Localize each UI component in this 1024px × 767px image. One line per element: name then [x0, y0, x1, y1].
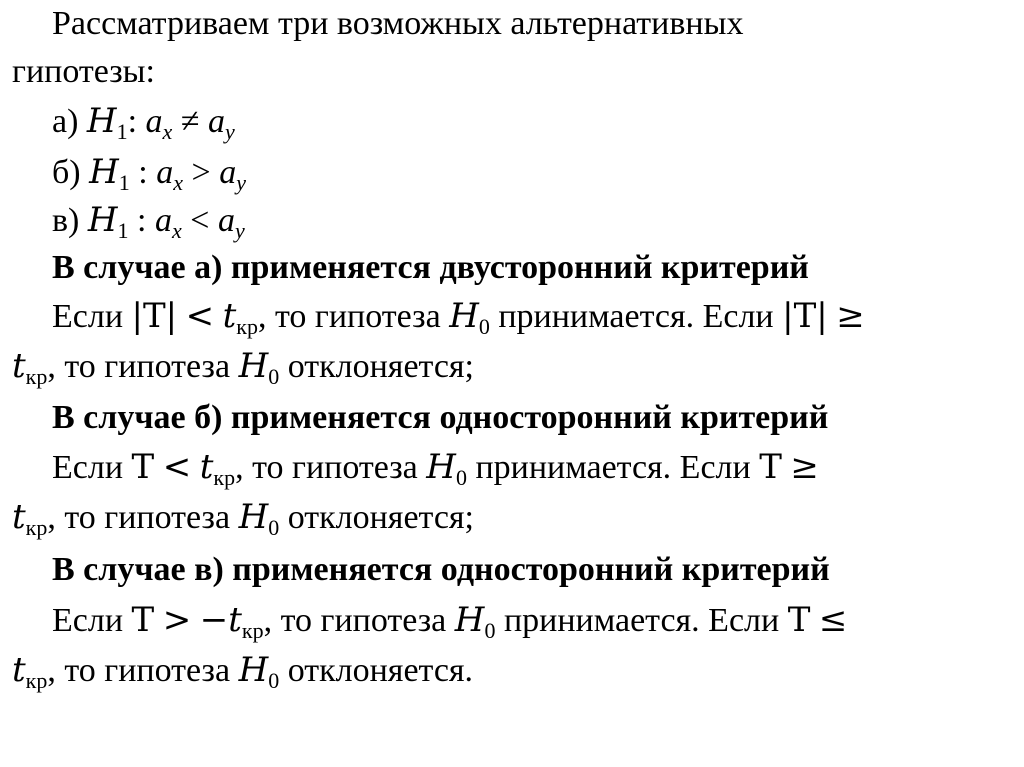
rule-operator-2: ≥ [836, 296, 865, 336]
rule-null-hypothesis: H [238, 650, 269, 690]
rule-operator: > [162, 600, 192, 640]
rule-critical-value: t [199, 447, 214, 487]
hypothesis-operator: ˂ [190, 202, 210, 239]
rule-null-subscript: 0 [455, 465, 467, 490]
rule-critical-value: t [228, 600, 242, 640]
rule-critical-value: t [12, 497, 26, 537]
rule-statistic: T [131, 447, 155, 487]
case-a-rule-line-2 [12, 346, 474, 389]
rule-statistic-2: |T| [782, 296, 828, 336]
rule-critical-subscript: кр [213, 465, 236, 490]
hypothesis-colon: : [128, 202, 147, 239]
hypothesis-b [52, 152, 246, 195]
rule-if: Если [52, 602, 124, 639]
hypothesis-symbol: H [87, 200, 118, 240]
hypothesis-lhs-subscript: x [173, 170, 183, 195]
rule-then: , то гипотеза [47, 348, 231, 385]
rule-then: , то гипотеза [258, 298, 441, 335]
hypothesis-marker: б) [52, 154, 81, 191]
rule-critical-value: t [12, 650, 26, 690]
hypothesis-c [52, 200, 245, 243]
rule-accepted: принимается. Если [503, 602, 780, 639]
rule-operator-2: ≥ [790, 447, 819, 487]
hypothesis-marker: а) [52, 103, 79, 140]
rule-then: , то гипотеза [235, 449, 418, 486]
rule-critical-subscript: кр [25, 515, 48, 540]
hypothesis-lhs-subscript: x [162, 119, 173, 144]
rule-if: Если [52, 449, 124, 486]
rule-null-hypothesis: H [238, 497, 269, 537]
case-a-rule-line-1 [52, 296, 865, 339]
rule-rejected: отклоняется. [287, 652, 474, 689]
hypothesis-lhs-subscript: x [172, 218, 182, 243]
rule-rejected: отклоняется; [287, 348, 474, 385]
hypothesis-marker: в) [52, 202, 80, 239]
case-b-rule-line-1 [52, 447, 819, 490]
intro-line-1 [52, 4, 743, 44]
rule-accepted: принимается. Если [498, 298, 774, 335]
rule-then: , то гипотеза [263, 602, 447, 639]
hypothesis-operator: ≠ [180, 103, 200, 140]
hypothesis-operator: ˃ [191, 154, 211, 191]
rule-operator: < [162, 447, 192, 487]
rule-critical-subscript: кр [25, 668, 48, 693]
rule-null-subscript: 0 [268, 515, 280, 540]
rule-null-hypothesis: H [426, 447, 456, 487]
hypothesis-subscript: 1 [118, 170, 130, 195]
rule-critical-subscript: кр [236, 314, 258, 339]
hypothesis-rhs: a [217, 202, 235, 239]
rule-critical-value: t [222, 296, 237, 336]
hypothesis-colon: : [127, 103, 138, 140]
hypothesis-a [52, 101, 235, 144]
hypothesis-lhs: a [145, 103, 163, 140]
hypothesis-rhs-subscript: y [234, 218, 245, 243]
case-c-heading [52, 550, 830, 590]
intro-line-2 [12, 52, 155, 92]
rule-accepted: принимается. Если [475, 449, 751, 486]
hypothesis-symbol: H [89, 152, 119, 192]
hypothesis-subscript: 1 [117, 218, 129, 243]
rule-then: , то гипотеза [47, 499, 231, 536]
hypothesis-lhs: a [155, 202, 172, 239]
hypothesis-rhs: a [219, 154, 237, 191]
rule-rejected: отклоняется; [287, 499, 474, 536]
rule-null-subscript: 0 [268, 364, 280, 389]
intro-text-2: гипотезы: [12, 53, 155, 90]
rule-operator: < [185, 296, 215, 336]
case-c-rule-line-1 [52, 600, 848, 643]
hypothesis-rhs-subscript: y [224, 119, 235, 144]
case-a-heading [52, 248, 809, 288]
rule-null-subscript: 0 [268, 668, 280, 693]
intro-text-1: Рассматриваем три возможных альтернативных [52, 5, 744, 42]
case-heading-text: В случае б) применяется односторонний критерий [52, 399, 829, 436]
hypothesis-lhs: a [156, 154, 174, 191]
case-c-rule-line-2 [12, 650, 474, 693]
hypothesis-rhs: a [207, 103, 225, 140]
hypothesis-rhs-subscript: y [236, 170, 246, 195]
rule-null-hypothesis: H [454, 600, 485, 640]
rule-critical-subscript: кр [25, 364, 48, 389]
rule-if: Если [52, 298, 124, 335]
rule-statistic-2: T [787, 600, 811, 640]
rule-then: , то гипотеза [47, 652, 231, 689]
hypothesis-symbol: H [86, 101, 117, 141]
hypothesis-subscript: 1 [116, 119, 128, 144]
hypothesis-colon: : [129, 154, 148, 191]
rule-critical-subscript: кр [241, 618, 264, 643]
rule-statistic: T [131, 600, 155, 640]
rule-critical-value: t [12, 346, 26, 386]
rule-statistic-2: T [759, 447, 782, 487]
case-heading-text: В случае в) применяется односторонний критерий [52, 551, 830, 588]
case-b-heading [52, 398, 828, 438]
case-heading-text: В случае а) применяется двусторонний критерий [52, 249, 809, 286]
rule-operator-2: ≤ [818, 600, 848, 640]
rule-null-subscript: 0 [484, 618, 496, 643]
rule-minus-sign: − [199, 600, 229, 640]
rule-null-hypothesis: H [238, 346, 269, 386]
case-b-rule-line-2 [12, 497, 474, 540]
rule-statistic: |T| [131, 296, 178, 336]
rule-null-subscript: 0 [478, 314, 490, 339]
rule-null-hypothesis: H [449, 296, 479, 336]
